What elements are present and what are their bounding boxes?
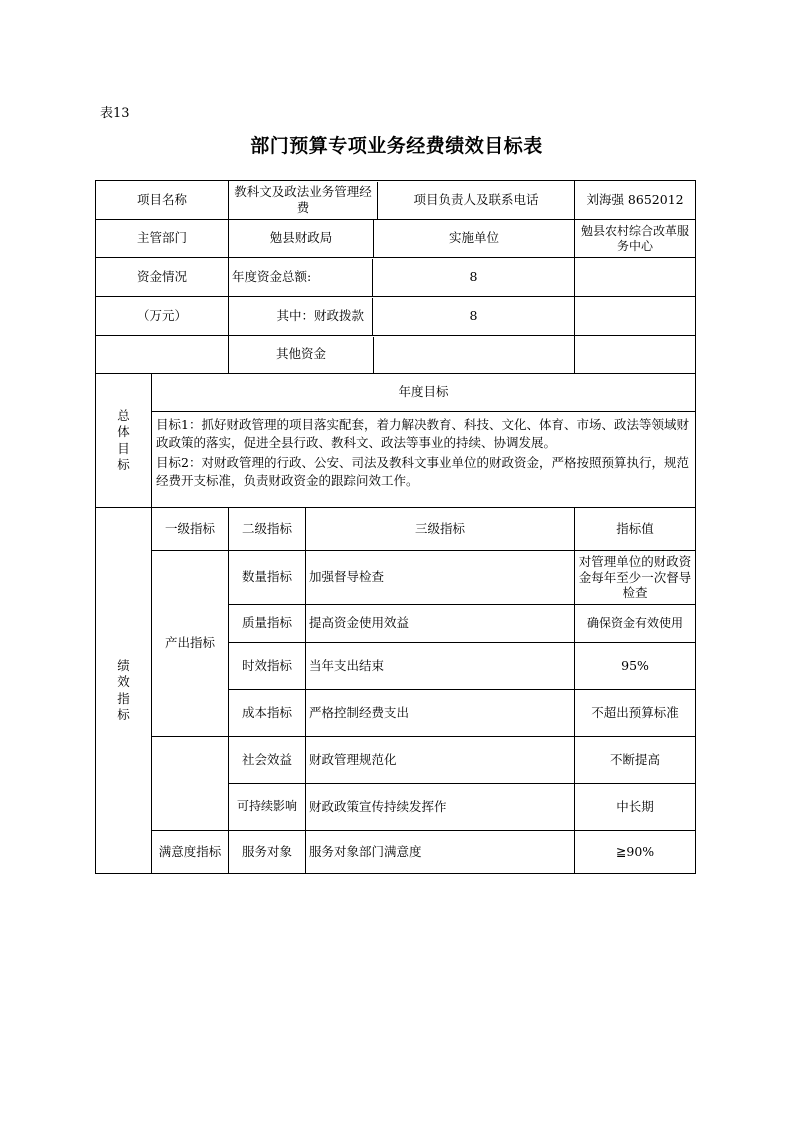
- goals-text-cell: [152, 412, 696, 508]
- fund-other-extra: [575, 336, 696, 374]
- level3-cell: 财政管理规范化: [306, 737, 575, 784]
- satisfaction-value: ≧90%: [575, 831, 696, 874]
- satisfaction-level2: 服务对象: [229, 831, 306, 874]
- level3-cell: 当年支出结束: [306, 643, 575, 690]
- overall-goal-char-1: 总: [117, 408, 130, 423]
- project-name-row: [96, 181, 696, 220]
- project-name-value: 教科文及政法业务管理经费: [229, 182, 378, 219]
- department-row: [96, 220, 696, 258]
- value-cell: 不断提高: [575, 737, 696, 784]
- satisfaction-level3: 服务对象部门满意度: [306, 831, 575, 874]
- fund-total-extra: [575, 258, 696, 297]
- level3-cell: 提高资金使用效益: [306, 605, 575, 643]
- header-level2: 二级指标: [229, 508, 306, 551]
- impl-value: 勉县农村综合改革服务中心: [575, 220, 696, 258]
- overall-goal-char-2: 体: [117, 424, 130, 440]
- fund-total-label: 年度资金总额:: [229, 259, 373, 296]
- level2-cell: 成本指标: [229, 690, 306, 737]
- annual-goal-header: 年度目标: [152, 374, 696, 412]
- output-indicator-label: 产出指标: [152, 551, 229, 737]
- table-number-label: 表13: [100, 106, 130, 121]
- header-value: 指标值: [575, 508, 696, 551]
- indicator-row: [96, 737, 696, 784]
- impl-label: 实施单位: [449, 230, 500, 246]
- contact-label: 项目负责人及联系电话: [413, 191, 539, 207]
- fund-other-value: [374, 337, 574, 373]
- value-cell: 对管理单位的财政资金每年至少一次督导检查: [575, 551, 696, 605]
- fund-total-cell: [229, 258, 575, 297]
- level2-cell: 可持续影响: [229, 784, 306, 831]
- overall-goal-char-4: 标: [117, 456, 130, 472]
- goal-1-text: 目标1：抓好财政管理的项目落实配套，着力解决教育、科技、文化、体育、市场、政法等领域财政政策的落实，促进全县行政、教科文、政法等事业的持续、协调发展。: [156, 417, 689, 451]
- fund-fiscal-extra: [575, 297, 696, 336]
- fund-fiscal-row: [96, 297, 696, 336]
- perf-char-4: 标: [117, 706, 130, 722]
- fund-total-value: 8: [469, 268, 478, 284]
- fund-fiscal-cell: [229, 297, 575, 336]
- contact-value: 刘海强 8652012: [575, 181, 696, 220]
- perf-char-1: 绩: [117, 658, 130, 673]
- document-title: 部门预算专项业务经费绩效目标表: [250, 135, 543, 157]
- level3-cell: 严格控制经费支出: [306, 690, 575, 737]
- indicator-row: [96, 551, 696, 605]
- goal-2-text: 目标2：对财政管理的行政、公安、司法及教科文事业单位的财政资金，严格按照预算执行，规范经费开支标准，负责财政资金的跟踪问效工作。: [156, 455, 689, 489]
- level3-cell: 加强督导检查: [306, 551, 575, 605]
- indicator-header-row: [96, 508, 696, 551]
- level3-cell: 财政政策宣传持续发挥作: [306, 784, 575, 831]
- fund-other-empty: [96, 336, 229, 374]
- fund-other-cell: [229, 336, 575, 374]
- level2-cell: 数量指标: [229, 551, 306, 605]
- level2-cell: 质量指标: [229, 605, 306, 643]
- project-name-value-cell: [229, 181, 575, 220]
- fund-unit-label: （万元）: [96, 297, 229, 336]
- value-cell: 中长期: [575, 784, 696, 831]
- perf-char-2: 效: [117, 674, 130, 690]
- project-name-label: 项目名称: [96, 181, 229, 220]
- value-cell: 确保资金有效使用: [575, 605, 696, 643]
- satisfaction-row: [96, 831, 696, 874]
- fund-label: 资金情况: [96, 258, 229, 297]
- fund-fiscal-value: 8: [469, 307, 478, 323]
- fund-other-row: [96, 336, 696, 374]
- overall-goal-label: [96, 374, 152, 508]
- goals-text-row: [96, 412, 696, 508]
- value-cell: 不超出预算标准: [575, 690, 696, 737]
- level2-cell: 社会效益: [229, 737, 306, 784]
- header-level1: 一级指标: [152, 508, 229, 551]
- dept-value-cell: [229, 220, 575, 258]
- fund-fiscal-label: 其中：财政拨款: [229, 298, 373, 335]
- dept-label: 主管部门: [96, 220, 229, 258]
- overall-goal-char-3: 目: [117, 440, 130, 456]
- satisfaction-level1: 满意度指标: [152, 831, 229, 874]
- effect-indicator-empty: [152, 737, 229, 831]
- performance-indicator-label: [96, 508, 152, 874]
- perf-char-3: 指: [117, 690, 130, 706]
- dept-value: 勉县财政局: [229, 220, 374, 257]
- performance-target-table: [95, 180, 696, 874]
- value-cell: 95%: [575, 643, 696, 690]
- header-level3: 三级指标: [306, 508, 575, 551]
- level2-cell: 时效指标: [229, 643, 306, 690]
- fund-total-row: [96, 258, 696, 297]
- goals-header-row: [96, 374, 696, 412]
- fund-other-label: 其他资金: [229, 337, 374, 373]
